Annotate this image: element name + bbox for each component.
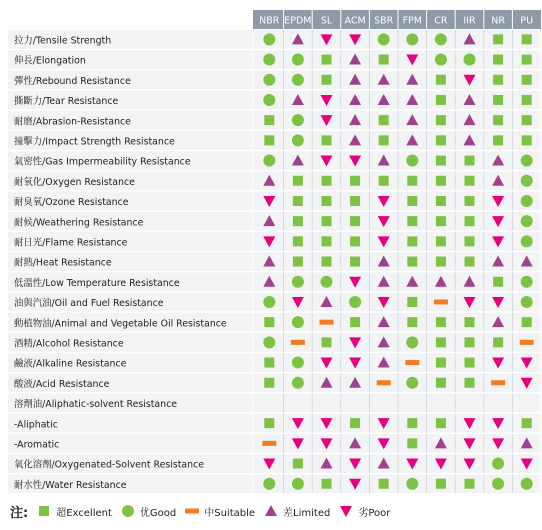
column-header-sbr: SBR [374, 15, 394, 27]
good-circle-icon [521, 175, 533, 187]
table-row [8, 353, 541, 372]
good-circle-icon [464, 54, 476, 66]
table-row [8, 252, 541, 271]
legend-label: 中Suitable [204, 507, 256, 519]
excellent-square-icon [322, 236, 332, 246]
good-circle-icon [292, 114, 304, 126]
table-row [8, 394, 541, 413]
good-circle-icon [263, 296, 275, 308]
excellent-square-icon [322, 176, 332, 186]
excellent-square-icon [379, 176, 389, 186]
suitable-bar-icon [185, 509, 199, 514]
excellent-square-icon [493, 277, 503, 287]
table-row [8, 30, 541, 49]
table-row [8, 414, 541, 433]
row-label: 酒精/Alcohol Resistance [14, 338, 124, 350]
excellent-square-icon [322, 337, 332, 347]
excellent-square-icon [293, 216, 303, 226]
good-circle-icon [521, 276, 533, 288]
excellent-square-icon [436, 115, 446, 125]
legend-label: 劣Poor [358, 507, 391, 519]
excellent-square-icon [465, 176, 475, 186]
column-header-acm: ACM [344, 15, 366, 27]
good-circle-icon [292, 478, 304, 490]
row-label: 氣密性/Gas Impermeability Resistance [14, 156, 191, 168]
table-row [8, 434, 541, 453]
column-header-nbr: NBR [259, 15, 280, 27]
good-circle-icon [521, 296, 533, 308]
excellent-square-icon [350, 216, 360, 226]
legend-item-e [36, 504, 112, 519]
excellent-square-icon [522, 135, 532, 145]
table-row [8, 50, 541, 69]
legend-symbol [338, 504, 354, 518]
excellent-square-icon [493, 337, 503, 347]
excellent-square-icon [379, 55, 389, 65]
excellent-square-icon [407, 176, 417, 186]
excellent-square-icon [436, 236, 446, 246]
good-circle-icon [263, 336, 275, 348]
excellent-square-icon [350, 176, 360, 186]
legend-symbol [120, 504, 136, 518]
good-circle-icon [521, 195, 533, 207]
good-circle-icon [122, 505, 134, 517]
excellent-square-icon [322, 135, 332, 145]
suitable-bar-icon [434, 299, 448, 304]
excellent-square-icon [322, 75, 332, 85]
legend-item-l [263, 504, 330, 519]
table-row [8, 111, 541, 130]
column-header-cr: CR [434, 15, 448, 27]
good-circle-icon [406, 155, 418, 167]
excellent-square-icon [407, 236, 417, 246]
legend-item-p [338, 504, 390, 519]
excellent-square-icon [39, 506, 49, 516]
legend-symbol [184, 504, 200, 518]
row-label: 動植物油/Animal and Vegetable Oil Resistance [14, 318, 227, 330]
legend-symbol [36, 504, 52, 518]
suitable-bar-icon [291, 340, 305, 345]
row-label: 耐日光/Flame Resistance [14, 237, 128, 249]
excellent-square-icon [522, 317, 532, 327]
column-header-pu: PU [520, 15, 534, 27]
table-row [8, 91, 541, 110]
good-circle-icon [321, 276, 333, 288]
table-row [8, 313, 541, 332]
good-circle-icon [292, 54, 304, 66]
excellent-square-icon [465, 257, 475, 267]
good-circle-icon [435, 33, 447, 45]
excellent-square-icon [465, 156, 475, 166]
excellent-square-icon [293, 176, 303, 186]
excellent-square-icon [465, 479, 475, 489]
excellent-square-icon [493, 34, 503, 44]
good-circle-icon [263, 54, 275, 66]
excellent-square-icon [522, 34, 532, 44]
excellent-square-icon [350, 196, 360, 206]
excellent-square-icon [350, 257, 360, 267]
legend-item-g [120, 504, 176, 519]
good-circle-icon [263, 94, 275, 106]
row-label: 耐磨/Abrasion-Resistance [14, 116, 131, 128]
legend-note: 注: [10, 505, 29, 521]
legend-symbol [263, 504, 279, 518]
row-label: 拉力/Tensile Strength [14, 35, 112, 47]
excellent-square-icon [465, 196, 475, 206]
excellent-square-icon [436, 378, 446, 388]
excellent-square-icon [436, 95, 446, 105]
row-label: 耐熱/Heat Resistance [14, 257, 112, 269]
good-circle-icon [349, 296, 361, 308]
column-header-iir: IIR [463, 15, 476, 27]
excellent-square-icon [465, 358, 475, 368]
legend-label: 优Good [139, 507, 177, 519]
row-label: 撞擊力/Impact Strength Resistance [14, 136, 175, 148]
excellent-square-icon [522, 55, 532, 65]
excellent-square-icon [522, 95, 532, 105]
good-circle-icon [521, 155, 533, 167]
excellent-square-icon [264, 418, 274, 428]
excellent-square-icon [407, 297, 417, 307]
excellent-square-icon [293, 196, 303, 206]
excellent-square-icon [322, 479, 332, 489]
excellent-square-icon [293, 236, 303, 246]
excellent-square-icon [436, 156, 446, 166]
table-row [8, 171, 541, 190]
good-circle-icon [292, 276, 304, 288]
excellent-square-icon [407, 438, 417, 448]
legend-item-s [184, 504, 255, 519]
good-circle-icon [263, 74, 275, 86]
good-circle-icon [263, 478, 275, 490]
good-circle-icon [435, 54, 447, 66]
suitable-bar-icon [405, 360, 419, 365]
good-circle-icon [292, 74, 304, 86]
table-row [8, 293, 541, 312]
excellent-square-icon [436, 176, 446, 186]
excellent-square-icon [493, 55, 503, 65]
excellent-square-icon [350, 317, 360, 327]
excellent-square-icon [293, 459, 303, 469]
good-circle-icon [292, 377, 304, 389]
excellent-square-icon [436, 358, 446, 368]
table-row [8, 373, 541, 392]
excellent-square-icon [407, 317, 417, 327]
good-circle-icon [263, 155, 275, 167]
good-circle-icon [378, 33, 390, 45]
column-header-fpm: FPM [402, 15, 422, 27]
excellent-square-icon [264, 317, 274, 327]
row-label: 耐水性/Water Resistance [14, 479, 127, 491]
good-circle-icon [292, 134, 304, 146]
row-label: -Aromatic [14, 439, 60, 451]
excellent-square-icon [350, 236, 360, 246]
excellent-square-icon [379, 479, 389, 489]
excellent-square-icon [436, 75, 446, 85]
column-header-epdm: EPDM [284, 15, 312, 27]
column-header-sl: SL [320, 15, 333, 27]
excellent-square-icon [379, 115, 389, 125]
suitable-bar-icon [320, 320, 334, 325]
legend [10, 500, 398, 522]
excellent-square-icon [264, 358, 274, 368]
good-circle-icon [492, 478, 504, 490]
excellent-square-icon [407, 196, 417, 206]
excellent-square-icon [522, 75, 532, 85]
good-circle-icon [292, 357, 304, 369]
excellent-square-icon [436, 135, 446, 145]
suitable-bar-icon [491, 380, 505, 385]
excellent-square-icon [465, 236, 475, 246]
good-circle-icon [406, 478, 418, 490]
excellent-square-icon [322, 55, 332, 65]
column-header-nr: NR [491, 15, 505, 27]
excellent-square-icon [436, 479, 446, 489]
good-circle-icon [292, 316, 304, 328]
row-label: 鹼液/Alkaline Resistance [14, 358, 127, 370]
excellent-square-icon [493, 75, 503, 85]
limited-triangle-icon [265, 505, 277, 516]
excellent-square-icon [436, 418, 446, 428]
suitable-bar-icon [520, 340, 534, 345]
table-row [8, 70, 541, 89]
excellent-square-icon [436, 257, 446, 267]
table-row [8, 151, 541, 170]
row-label: 彈性/Rebound Resistance [14, 75, 131, 87]
excellent-square-icon [322, 257, 332, 267]
good-circle-icon [406, 33, 418, 45]
good-circle-icon [521, 478, 533, 490]
excellent-square-icon [407, 418, 417, 428]
excellent-square-icon [465, 216, 475, 226]
excellent-square-icon [465, 337, 475, 347]
excellent-square-icon [493, 115, 503, 125]
excellent-square-icon [293, 257, 303, 267]
excellent-square-icon [522, 418, 532, 428]
poor-triangle-icon [340, 506, 352, 517]
excellent-square-icon [436, 196, 446, 206]
excellent-square-icon [322, 216, 332, 226]
row-label: 氧化溶劑/Oxygenated-Solvent Resistance [14, 459, 205, 471]
excellent-square-icon [407, 257, 417, 267]
table-row [8, 454, 541, 473]
row-label: 溶劑油/Aliphatic-solvent Resistance [14, 399, 178, 411]
row-values-bg [253, 394, 541, 413]
good-circle-icon [492, 458, 504, 470]
legend-label: 超Excellent [56, 507, 112, 519]
row-label: 酸液/Acid Resistance [14, 378, 110, 390]
excellent-square-icon [465, 317, 475, 327]
excellent-square-icon [264, 378, 274, 388]
excellent-square-icon [264, 115, 274, 125]
excellent-square-icon [379, 135, 389, 145]
row-label: 撕斷力/Tear Resistance [14, 96, 119, 108]
row-label: 低溫性/Low Temperature Resistance [14, 277, 180, 289]
row-label: -Aliphatic [14, 419, 58, 431]
table-row [8, 192, 541, 211]
excellent-square-icon [522, 115, 532, 125]
good-circle-icon [521, 235, 533, 247]
excellent-square-icon [407, 216, 417, 226]
row-label: 伸長/Elongation [14, 55, 86, 67]
good-circle-icon [406, 377, 418, 389]
table-row [8, 232, 541, 251]
good-circle-icon [521, 215, 533, 227]
excellent-square-icon [493, 95, 503, 105]
row-label: 油與汽油/Oil and Fuel Resistance [14, 298, 164, 310]
legend-label: 差Limited [283, 507, 331, 519]
excellent-square-icon [465, 378, 475, 388]
excellent-square-icon [322, 196, 332, 206]
row-label: 耐候/Weathering Resistance [14, 217, 144, 229]
excellent-square-icon [350, 418, 360, 428]
table-row [8, 212, 541, 231]
excellent-square-icon [493, 135, 503, 145]
suitable-bar-icon [262, 441, 276, 446]
good-circle-icon [263, 33, 275, 45]
excellent-square-icon [436, 337, 446, 347]
row-label: 耐臭氧/Ozone Resistance [14, 197, 129, 209]
table-row [8, 272, 541, 291]
excellent-square-icon [436, 216, 446, 226]
excellent-square-icon [264, 135, 274, 145]
excellent-square-icon [436, 317, 446, 327]
table-row [8, 333, 541, 352]
row-label: 耐氧化/Oxygen Resistance [14, 176, 135, 188]
good-circle-icon [406, 336, 418, 348]
suitable-bar-icon [377, 380, 391, 385]
table-row [8, 131, 541, 150]
table-row [8, 474, 541, 493]
